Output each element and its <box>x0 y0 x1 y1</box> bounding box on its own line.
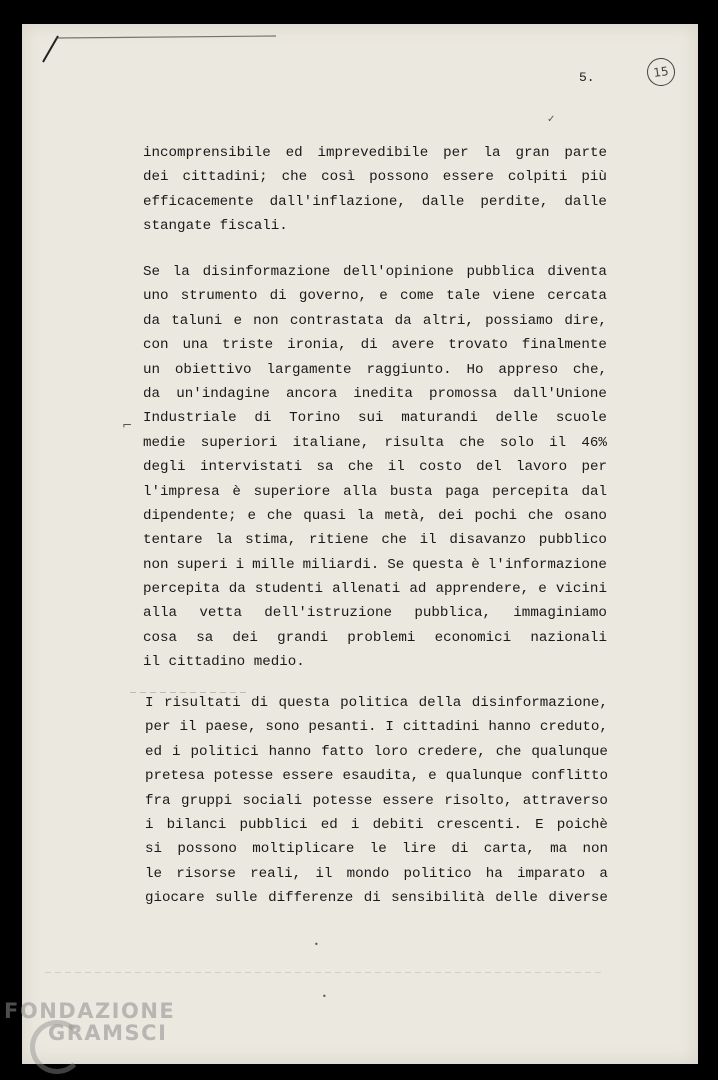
word: medio. <box>253 654 305 671</box>
word: di <box>269 288 287 305</box>
word: credere, <box>417 743 486 760</box>
word: non <box>143 556 169 573</box>
word: disavanzo <box>449 532 527 549</box>
word: cittadino <box>168 654 246 671</box>
ink-dot: • <box>314 940 319 949</box>
word: governo, <box>298 288 367 305</box>
word: non <box>582 841 608 858</box>
word: per <box>581 459 607 476</box>
word: politici <box>190 743 259 760</box>
word: Ho <box>466 361 484 378</box>
word: nazionali <box>530 629 607 646</box>
text-line <box>143 406 607 430</box>
word: trovato <box>448 337 508 354</box>
word: di <box>254 410 272 427</box>
word: differenze <box>268 890 354 907</box>
word: triste <box>222 337 274 354</box>
word: la <box>483 145 501 161</box>
word: della <box>418 695 462 711</box>
word: la <box>215 532 233 549</box>
text-line <box>143 577 607 601</box>
word: cosa <box>143 629 178 646</box>
word: disinformazione, <box>471 695 608 711</box>
word: la <box>356 507 374 524</box>
word: attraverso <box>522 792 608 809</box>
text-line <box>143 358 607 382</box>
word: delle <box>495 890 538 907</box>
word: qualunque <box>445 768 523 785</box>
word: esaudita, <box>342 768 420 785</box>
word: possiamo <box>485 312 554 329</box>
word: che <box>495 743 522 760</box>
word: largamente <box>266 361 352 378</box>
watermark-line-1: FONDAZIONE <box>4 999 176 1023</box>
word: paese, <box>205 719 257 736</box>
word: stima, <box>245 532 297 549</box>
word: gran <box>515 145 550 161</box>
word: dall'Unione <box>513 385 607 402</box>
word: l'impresa <box>143 483 220 500</box>
word: superiore <box>253 483 331 500</box>
word: e <box>233 312 242 329</box>
word: strumento <box>180 288 258 305</box>
paragraph-1 <box>143 141 607 239</box>
text-line <box>143 165 607 189</box>
word: i <box>235 556 245 573</box>
word: superi <box>176 556 228 573</box>
word: taluni <box>171 312 223 329</box>
word: inedita <box>353 385 413 402</box>
word: Torino <box>289 410 341 427</box>
word: mille <box>252 556 295 573</box>
word: I <box>385 719 394 736</box>
text-line <box>145 691 608 715</box>
word: ma <box>550 841 568 858</box>
word: pochi <box>474 507 518 524</box>
word: poichè <box>556 816 608 833</box>
word: da <box>394 312 412 329</box>
text-line <box>145 862 608 886</box>
text-line <box>143 553 607 577</box>
word: stangate <box>143 218 212 235</box>
text-line <box>145 740 608 764</box>
page-number: 5. <box>579 70 595 85</box>
word: percepita <box>143 581 220 598</box>
word: conflitto <box>531 768 608 785</box>
word: moltiplicare <box>252 841 355 858</box>
word: busta <box>389 483 433 500</box>
word: il <box>179 719 197 736</box>
text-line <box>143 382 607 406</box>
word: questa <box>412 556 464 573</box>
paragraph-2 <box>143 260 607 675</box>
word: possono <box>177 841 237 858</box>
word: cercata <box>547 288 607 305</box>
word: costo <box>419 459 462 476</box>
word: 46% <box>581 434 607 451</box>
word: altri, <box>422 312 474 329</box>
word: vicini <box>555 581 607 598</box>
word: i <box>145 816 154 833</box>
text-line <box>143 431 607 455</box>
word: le <box>145 865 163 882</box>
word: sa <box>196 629 214 646</box>
margin-mark: ⌐ <box>122 418 133 432</box>
text-line <box>143 214 607 238</box>
word: promossa <box>429 385 498 402</box>
word: essere <box>442 169 494 186</box>
word: debiti <box>372 816 424 833</box>
word: dell'opinione <box>343 264 454 280</box>
word: possono <box>369 169 429 186</box>
word: ancora <box>286 385 338 402</box>
word: hanno <box>488 719 531 736</box>
word: che <box>266 507 293 524</box>
handwritten-page-annotation: 15 <box>645 56 677 88</box>
word: diventa <box>547 264 607 280</box>
word: un <box>143 361 161 378</box>
word: medie <box>143 434 186 451</box>
word: appreso <box>498 361 559 378</box>
word: raggiunto. <box>366 361 452 378</box>
word: di <box>451 841 469 858</box>
watermark-line-2: GRAMSCI <box>48 1021 168 1045</box>
word: dalle <box>421 193 465 210</box>
word: italiane, <box>292 434 370 451</box>
word: il <box>315 865 333 882</box>
word: hanno <box>268 743 312 760</box>
word: dei <box>438 507 464 524</box>
word: da <box>228 581 246 598</box>
word: pubblica <box>466 264 535 280</box>
text-line <box>143 284 607 308</box>
word: risultati <box>163 695 241 711</box>
word: sensibilità <box>391 890 485 907</box>
word: vetta <box>199 605 242 622</box>
word: sono <box>265 719 300 736</box>
word: giocare <box>145 890 205 907</box>
word: che <box>527 507 554 524</box>
word: viene <box>492 288 536 305</box>
word: dal <box>581 483 607 500</box>
word: sui <box>357 410 384 427</box>
word: per <box>145 719 171 736</box>
word: cittadini; <box>182 169 268 186</box>
word: il <box>387 459 405 476</box>
text-line <box>143 504 607 528</box>
word: pesanti. <box>308 719 377 736</box>
word: il <box>419 532 437 549</box>
text-line <box>145 813 608 837</box>
text-line <box>143 455 607 479</box>
text-line <box>145 886 608 910</box>
word: questa <box>278 695 330 711</box>
word: apprendere, <box>435 581 530 598</box>
pen-mark-top-left <box>38 32 278 66</box>
word: loro <box>373 743 408 760</box>
word: solo <box>499 434 534 451</box>
paragraph-3 <box>145 691 608 911</box>
word: a <box>599 865 608 882</box>
word: dalle <box>564 193 607 210</box>
word: lire <box>402 841 437 858</box>
word: più <box>581 169 607 186</box>
word: paga <box>445 483 480 500</box>
text-line <box>143 528 607 552</box>
text-line <box>143 141 607 165</box>
word: fatto <box>321 743 364 760</box>
text-line <box>143 333 607 357</box>
word: di <box>360 337 378 354</box>
word: imprevedibile <box>317 145 429 161</box>
word: ed <box>145 743 163 760</box>
word: dei <box>232 629 258 646</box>
word: carta, <box>483 841 535 858</box>
word: ironia, <box>287 337 347 354</box>
word: efficacemente <box>143 193 254 210</box>
word: dall'inflazione, <box>269 193 406 210</box>
word: imparato <box>517 865 586 882</box>
word: osano <box>564 507 607 524</box>
word: colpiti <box>507 169 568 186</box>
word: essere <box>282 768 334 785</box>
word: superiori <box>200 434 278 451</box>
word: problemi <box>347 629 416 646</box>
word: cittadini <box>402 719 480 736</box>
word: da <box>143 385 161 402</box>
word: con <box>143 337 169 354</box>
word: degli <box>143 459 186 476</box>
word: parte <box>564 145 607 161</box>
word: che, <box>572 361 607 378</box>
word: ritiene <box>308 532 369 549</box>
word: è <box>232 483 241 500</box>
word: E <box>535 816 544 833</box>
word: per <box>443 145 469 161</box>
word: ed <box>285 145 303 161</box>
word: che <box>347 459 374 476</box>
word: maturandi <box>401 410 478 427</box>
word: politico <box>403 865 472 882</box>
word: pubblica, <box>414 605 491 622</box>
word: scuole <box>555 410 607 427</box>
text-line <box>143 190 607 214</box>
word: non <box>253 312 279 329</box>
word: del <box>476 459 502 476</box>
word: e <box>538 581 547 598</box>
text-line <box>143 626 607 650</box>
word: Se <box>143 264 161 280</box>
word: delle <box>495 410 539 427</box>
word: risorse <box>176 865 236 882</box>
word: si <box>145 841 163 858</box>
word: Industriale <box>143 410 237 427</box>
text-line <box>143 650 607 674</box>
text-line <box>143 601 607 625</box>
word: percepita <box>492 483 569 500</box>
word: immaginiamo <box>513 605 607 622</box>
word: ad <box>409 581 427 598</box>
ink-dot: • <box>322 992 327 1001</box>
word: il <box>549 434 567 451</box>
word: contrastata <box>289 312 384 329</box>
word: ed <box>320 816 338 833</box>
text-line <box>143 260 607 284</box>
word: obiettivo <box>174 361 252 378</box>
word: una <box>182 337 209 354</box>
word: tale <box>446 288 481 305</box>
word: risulta <box>384 434 444 451</box>
word: i <box>350 816 360 833</box>
word: diverse <box>548 890 608 907</box>
word: sulle <box>215 890 258 907</box>
word: sa <box>316 459 334 476</box>
word: intervistati <box>199 459 303 476</box>
word: quasi <box>303 507 346 524</box>
word: il <box>143 654 161 671</box>
watermark-logo <box>4 1000 175 1044</box>
word: le <box>369 841 387 858</box>
word: dire, <box>564 312 607 329</box>
word: fiscali. <box>219 218 288 235</box>
word: bilanci <box>166 816 227 833</box>
word: potesse <box>213 768 274 785</box>
word: disinformazione <box>202 264 331 280</box>
word: ha <box>485 865 503 882</box>
word: essere <box>382 792 434 809</box>
word: l'informazione <box>487 556 607 573</box>
text-line <box>145 715 608 739</box>
word: e <box>247 507 257 524</box>
word: miliardi. <box>302 556 380 573</box>
word: alla <box>143 605 178 622</box>
word: e <box>379 288 388 305</box>
word: uno <box>143 288 169 305</box>
word: e <box>428 768 437 785</box>
word: lavoro <box>516 459 568 476</box>
word: Se <box>387 556 405 573</box>
text-line <box>143 480 607 504</box>
word: I <box>145 695 154 711</box>
word: fra <box>145 792 171 809</box>
word: gruppi <box>181 792 233 809</box>
word: pubblici <box>239 816 308 833</box>
word: metà, <box>384 507 428 524</box>
word: incomprensibile <box>143 145 271 161</box>
text-line <box>145 837 608 861</box>
word: politica <box>340 695 409 711</box>
word: finalmente <box>521 337 607 354</box>
word: pubblico <box>538 532 607 549</box>
word: dipendente; <box>143 507 237 524</box>
word: potesse <box>312 792 373 809</box>
word: avere <box>391 337 435 354</box>
word: da <box>143 312 161 329</box>
ink-speck: ✓ <box>547 114 556 125</box>
word: dei <box>143 169 169 186</box>
word: così <box>321 169 356 186</box>
word: come <box>399 288 434 305</box>
word: la <box>172 264 190 280</box>
word: perdite, <box>480 193 549 210</box>
word: alla <box>343 483 378 500</box>
word: reali, <box>250 865 302 882</box>
text-line <box>145 789 608 813</box>
word: crescenti. <box>436 816 522 833</box>
word: tentare <box>143 532 203 549</box>
word: pretesa <box>145 768 205 785</box>
word: studenti <box>254 581 323 598</box>
word: che <box>459 434 485 451</box>
word: un'indagine <box>176 385 270 402</box>
word: i <box>172 743 181 760</box>
word: creduto, <box>539 719 608 736</box>
word: grandi <box>277 629 329 646</box>
word: sociali <box>242 792 303 809</box>
word: di <box>363 890 381 907</box>
word: che <box>381 532 407 549</box>
word: dell'istruzione <box>264 605 393 622</box>
faint-bleed-line <box>45 972 605 973</box>
word: di <box>251 695 269 711</box>
word: che <box>281 169 308 186</box>
word: allenati <box>332 581 401 598</box>
word: mondo <box>346 865 390 882</box>
text-line <box>143 309 607 333</box>
text-line <box>145 764 608 788</box>
word: economici <box>434 629 512 646</box>
word: qualunque <box>531 743 608 760</box>
word: è <box>471 556 480 573</box>
word: risolto, <box>444 792 513 809</box>
